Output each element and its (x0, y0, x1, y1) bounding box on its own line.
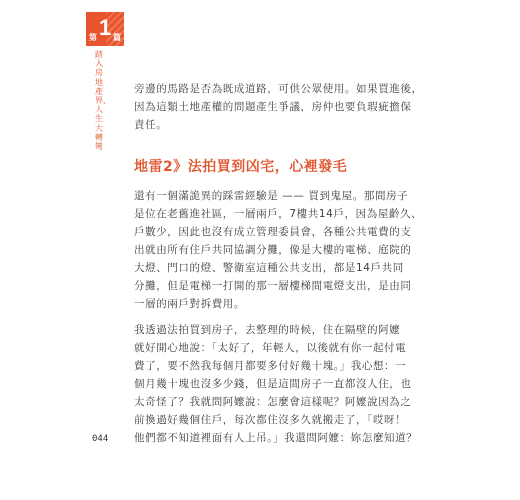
text-line: 個月幾十塊也沒多少錢，但是這間房子一直都沒人住，也 (134, 378, 412, 390)
text-line: 太奇怪了？我就問阿嬤說：怎麼會這樣呢？阿嬤說因為之 (134, 396, 412, 408)
text-line: 就好開心地說：「太好了，年輕人，以後就有你一起付電 (134, 342, 407, 354)
page-number: 044 (92, 434, 109, 444)
chapter-tab (86, 12, 124, 46)
text-line: 戶數少，因此也沒有成立管理委員會，各種公共電費的支 (134, 226, 412, 238)
text-line: 分攤，但是電梯一打開的那一層樓梯間電燈支出，是由同 (134, 280, 412, 292)
text-line: 大燈、門口的燈、警衛室這種公共支出，都是14戶共同 (134, 262, 404, 274)
paragraph-2 (134, 187, 423, 313)
chapter-prefix: 第 (89, 33, 97, 42)
chapter-number: 1 (99, 15, 112, 40)
paragraph-3 (134, 321, 418, 447)
section-heading: 地雷2》法拍買到凶宅，心裡發毛 (134, 159, 348, 175)
text-line: 還有一個滿詭異的踩雷經驗是 —— 買到鬼屋。那間房子 (134, 190, 409, 202)
chapter-subtitle: 踏入房地產界，人生大轉彎 (95, 50, 111, 152)
text-line: 是位在老舊進社區，一層兩戶，7樓共14戶，因為屋齡久、 (134, 208, 423, 220)
paragraph-1 (134, 80, 423, 134)
text-line: 出就由所有住戶共同協調分攤，像是大樓的電梯、庭院的 (134, 244, 412, 256)
text-line: 旁邊的馬路是否為既成道路，可供公眾使用。如果買進後， (134, 83, 423, 95)
text-line: 他們都不知道裡面有人上吊。」我還問阿嬤：妳怎麼知道？ (134, 432, 418, 444)
text-line: 前換過好幾個住戶，每次都住沒多久就搬走了，「哎呀！ (134, 414, 407, 426)
text-line: 因為這類土地產權的問題產生爭議，房仲也要負瑕疵擔保 (134, 101, 412, 113)
text-line: 責任。 (134, 119, 168, 131)
text-line: 費了，要不然我每個月都要多付好幾十塊。」我心想：一 (134, 360, 407, 372)
text-line: 我透過法拍買到房子，去整理的時候，住在隔壁的阿嬤 (134, 324, 401, 336)
text-line: 一層的兩戶對拆費用。 (134, 298, 245, 310)
chapter-suffix: 篇 (113, 33, 121, 42)
